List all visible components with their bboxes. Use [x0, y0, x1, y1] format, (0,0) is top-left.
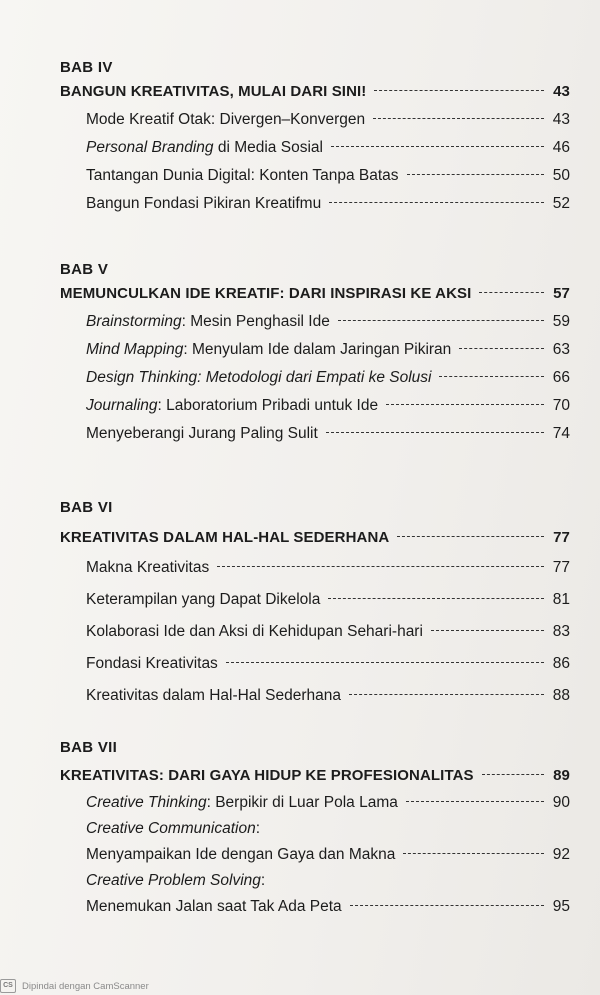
entry-text: : Mesin Penghasil Ide: [181, 313, 330, 330]
entry-italic: Personal Branding: [86, 139, 214, 156]
toc-entry: [60, 106, 570, 134]
toc-entry-heading: [60, 868, 570, 894]
chapter-title: MEMUNCULKAN IDE KREATIF: DARI INSPIRASI KE AKSI: [60, 285, 472, 302]
entry-text: Menyeberangi Jurang Paling Sulit: [86, 425, 318, 442]
toc-entry: [60, 552, 570, 584]
chapter-title: KREATIVITAS DALAM HAL-HAL SEDERHANA: [60, 529, 390, 546]
entry-text: Kreativitas dalam Hal-Hal Sederhana: [86, 687, 342, 704]
entry-italic: Mind Mapping: [86, 341, 184, 358]
page-number: 81: [552, 591, 570, 608]
page-number: 92: [552, 846, 570, 863]
toc-entry: [60, 790, 570, 816]
entry-text: Menemukan Jalan saat Tak Ada Peta: [86, 898, 342, 915]
leader-dots: [350, 905, 544, 906]
entry-text: di Media Sosial: [213, 139, 323, 156]
toc-entry: [60, 894, 570, 920]
toc-entry: [60, 392, 570, 420]
page-number: 88: [552, 687, 570, 704]
chapter-bab-iv: [60, 58, 570, 218]
page-number: 50: [552, 167, 570, 184]
leader-dots: [374, 90, 544, 91]
entry-text: Kolaborasi Ide dan Aksi di Kehidupan Sehari-hari: [86, 623, 423, 640]
page-number: 43: [553, 83, 570, 100]
leader-dots: [459, 348, 544, 349]
leader-dots: [349, 694, 544, 695]
page-number: 52: [552, 195, 570, 212]
leader-dots: [482, 774, 544, 775]
page-number: 95: [552, 898, 570, 915]
leader-dots: [331, 146, 544, 147]
chapter-label: BAB IV: [60, 59, 113, 76]
leader-dots: [226, 662, 544, 663]
leader-dots: [407, 174, 544, 175]
entry-text: : Laboratorium Pribadi untuk Ide: [157, 397, 379, 414]
chapter-title: KREATIVITAS: DARI GAYA HIDUP KE PROFESIONALITAS: [60, 767, 474, 784]
page-number: 43: [552, 111, 570, 128]
page-number: 83: [552, 623, 570, 640]
entry-italic: Creative Thinking: [86, 794, 207, 811]
page-number: 63: [552, 341, 570, 358]
entry-italic: Brainstorming: [86, 313, 182, 330]
toc-entry: [60, 336, 570, 364]
leader-dots: [326, 432, 544, 433]
toc-entry: [60, 134, 570, 162]
entry-text: Tantangan Dunia Digital: Konten Tanpa Batas: [86, 167, 399, 184]
page-number: 89: [553, 767, 570, 784]
toc-entry: [60, 616, 570, 648]
chapter-title-row: [60, 762, 570, 790]
chapter-label: BAB VII: [60, 739, 118, 756]
leader-dots: [431, 630, 544, 631]
toc-entry: [60, 648, 570, 680]
page-number: 77: [552, 559, 570, 576]
entry-italic: Design Thinking: Metodologi dari Empati ke Solusi: [86, 369, 432, 386]
page-number: 77: [553, 529, 570, 546]
leader-dots: [217, 566, 544, 567]
leader-dots: [479, 292, 544, 293]
page-number: 57: [553, 285, 570, 302]
leader-dots: [328, 598, 544, 599]
chapter-title-row: [60, 280, 570, 308]
entry-text: Menyampaikan Ide dengan Gaya dan Makna: [86, 846, 396, 863]
entry-italic: Journaling: [86, 397, 158, 414]
chapter-title: BANGUN KREATIVITAS, MULAI DARI SINI!: [60, 83, 367, 100]
entry-text: :: [260, 872, 266, 889]
entry-text: Fondasi Kreativitas: [86, 655, 218, 672]
toc-entry: [60, 364, 570, 392]
chapter-label: BAB V: [60, 261, 109, 278]
chapter-title-row: [60, 524, 570, 552]
toc-entry: [60, 190, 570, 218]
entry-text: Mode Kreatif Otak: Divergen–Konvergen: [86, 111, 366, 128]
scanner-watermark: [0, 979, 149, 993]
entry-text: Makna Kreativitas: [86, 559, 210, 576]
page-number: 66: [552, 369, 570, 386]
leader-dots: [397, 536, 544, 537]
entry-text: : Menyulam Ide dalam Jaringan Pikiran: [183, 341, 452, 358]
leader-dots: [386, 404, 544, 405]
leader-dots: [406, 801, 544, 802]
entry-text: Bangun Fondasi Pikiran Kreatifmu: [86, 195, 322, 212]
chapter-bab-v: [60, 260, 570, 448]
page-number: 86: [552, 655, 570, 672]
watermark-text: Dipindai dengan CamScanner: [22, 980, 149, 992]
chapter-bab-vii: [60, 738, 570, 920]
entry-text: Keterampilan yang Dapat Dikelola: [86, 591, 321, 608]
camscanner-icon: CS: [0, 979, 16, 993]
page-number: 74: [552, 425, 570, 442]
page-number: 70: [552, 397, 570, 414]
leader-dots: [439, 376, 544, 377]
entry-text: : Berpikir di Luar Pola Lama: [206, 794, 398, 811]
page-number: 46: [552, 139, 570, 156]
page-number: 90: [552, 794, 570, 811]
page-number: 59: [552, 313, 570, 330]
entry-italic: Creative Problem Solving: [86, 872, 261, 889]
leader-dots: [329, 202, 544, 203]
entry-italic: Creative Communication: [86, 820, 256, 837]
toc-entry: [60, 162, 570, 190]
leader-dots: [373, 118, 544, 119]
chapter-bab-vi: [60, 498, 570, 712]
leader-dots: [338, 320, 544, 321]
toc-entry: [60, 680, 570, 712]
chapter-title-row: [60, 78, 570, 106]
toc-entry: [60, 420, 570, 448]
chapter-label: BAB VI: [60, 499, 113, 516]
toc-entry: [60, 842, 570, 868]
toc-entry: [60, 308, 570, 336]
toc-entry: [60, 584, 570, 616]
toc-entry-heading: [60, 816, 570, 842]
leader-dots: [403, 853, 544, 854]
entry-text: :: [255, 820, 261, 837]
